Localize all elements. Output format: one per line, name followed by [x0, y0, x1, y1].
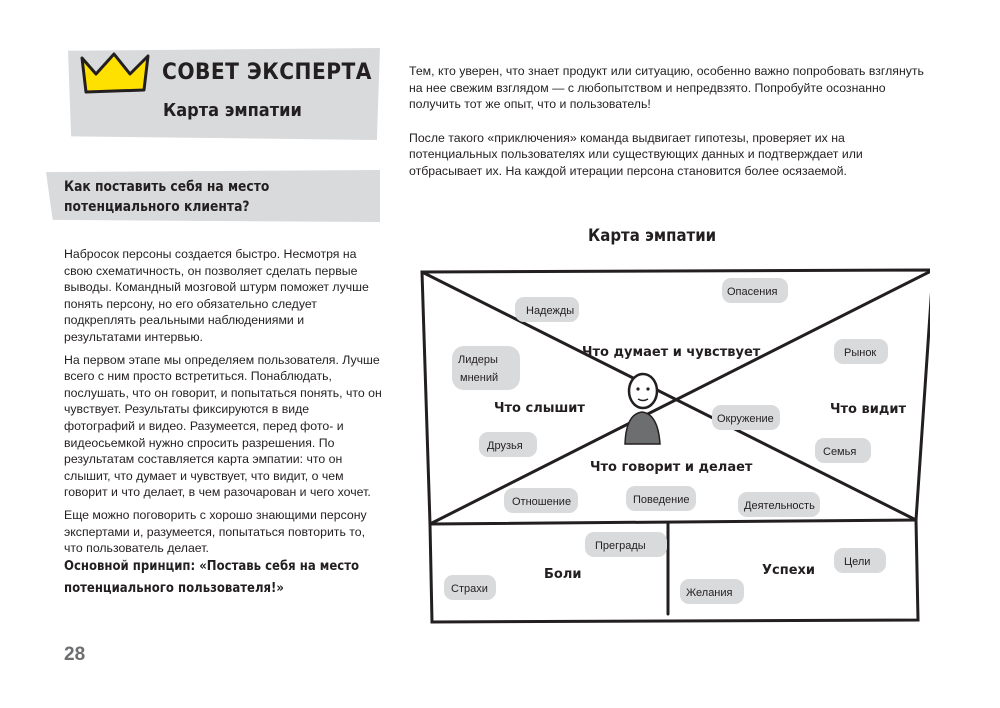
- chip: [834, 339, 888, 364]
- section-pains: Боли: [544, 567, 582, 582]
- section-says: Что говорит и делает: [590, 460, 753, 475]
- chip: [515, 297, 579, 322]
- section-gains: Успехи: [762, 563, 816, 578]
- map-diagonal-2: [430, 270, 930, 524]
- section-sees: Что видит: [830, 402, 906, 417]
- left-column: [64, 246, 382, 563]
- header-subtitle: Карта эмпатии: [163, 100, 302, 121]
- paragraph: Тем, кто уверен, что знает продукт или ситуацию, особенно важно попробовать взглянуть на нее свежим взглядом — с любопытством и непредвзято. Попробуйте осознанно получить тот же опыт, что и пользователь!: [409, 64, 924, 112]
- paragraph: После такого «приключения» команда выдвигает гипотезы, проверяет их на потенциальных пользователях или существующих данных и подтверждает или отбрасывает их. На каждой итерации персона становится более осязаемой.: [409, 130, 863, 178]
- section-thinks: Что думает и чувствует: [582, 345, 761, 360]
- chip-label: Желания: [686, 587, 733, 599]
- chip: [712, 405, 780, 430]
- chip-label: Поведение: [633, 494, 690, 506]
- chip: [585, 532, 667, 557]
- paragraph: На первом этапе мы определяем пользователя. Лучше всего с ним просто встретиться. Понаблюдать, послушать, что он говорит, и попытаться понять, что он чувствует. Результаты фиксируются в виде фотографий и видео. Разумеется, перед фото- и видеосьемкой нужно спросить разрешения. По результатам составляется карта эмпатии: что он слышит, что думает и чувствует, что видит, о чем говорит и что делает, в чем разочарован и чего хочет.: [64, 352, 382, 500]
- chip-label: Деятельность: [744, 500, 815, 512]
- chip-label: Друзья: [487, 440, 523, 452]
- principle-callout: Основной принцип: «Поставь себя на место потенциального пользователя!»: [64, 559, 360, 596]
- chip: [680, 579, 744, 604]
- paragraph: Набросок персоны создается быстро. Несмотря на свою схематичность, он позволяет сделать первые выводы. Командный мозговой штурм поможет лучше понять персону, но его обязательно следует подкреплять реальными наблюдениями и результатами интервью.: [64, 247, 369, 344]
- chip-label: Преграды: [595, 540, 646, 552]
- right-column: [409, 63, 929, 197]
- question-heading: Как поставить себя на место потенциального клиента?: [64, 179, 270, 215]
- header-title: СОВЕТ ЭКСПЕРТА: [162, 60, 372, 85]
- section-hears: Что слышит: [494, 401, 585, 416]
- chip-label: Цели: [844, 556, 871, 568]
- map-outer-frame: [422, 270, 930, 524]
- chip: [815, 438, 871, 463]
- chip: [722, 278, 788, 303]
- chip-label: Лидеры: [458, 354, 498, 366]
- chip: [504, 488, 578, 513]
- map-title: Карта эмпатии: [588, 226, 717, 246]
- empathy-map: [410, 262, 930, 627]
- chip-label: Отношение: [512, 496, 572, 508]
- chip-label: мнений: [460, 372, 499, 384]
- chip-label: Надежды: [526, 305, 575, 317]
- page-number: 28: [64, 644, 86, 665]
- paragraph: Еще можно поговорить с хорошо знающими персону экспертами и, разумеется, попытаться повторить то, что пользователь делает.: [64, 507, 367, 556]
- chip: [452, 346, 520, 390]
- chip: [834, 548, 886, 573]
- chip-label: Семья: [823, 446, 857, 458]
- chip-label: Рынок: [844, 347, 877, 359]
- chip: [626, 486, 696, 511]
- map-diagonal-1: [422, 272, 916, 520]
- chip-label: Опасения: [727, 286, 778, 298]
- chip: [444, 575, 496, 600]
- chip-label: Страхи: [451, 583, 488, 595]
- crown-icon: [78, 50, 152, 96]
- chip-label: Окружение: [717, 413, 774, 425]
- chip: [738, 492, 820, 517]
- chip: [479, 432, 537, 457]
